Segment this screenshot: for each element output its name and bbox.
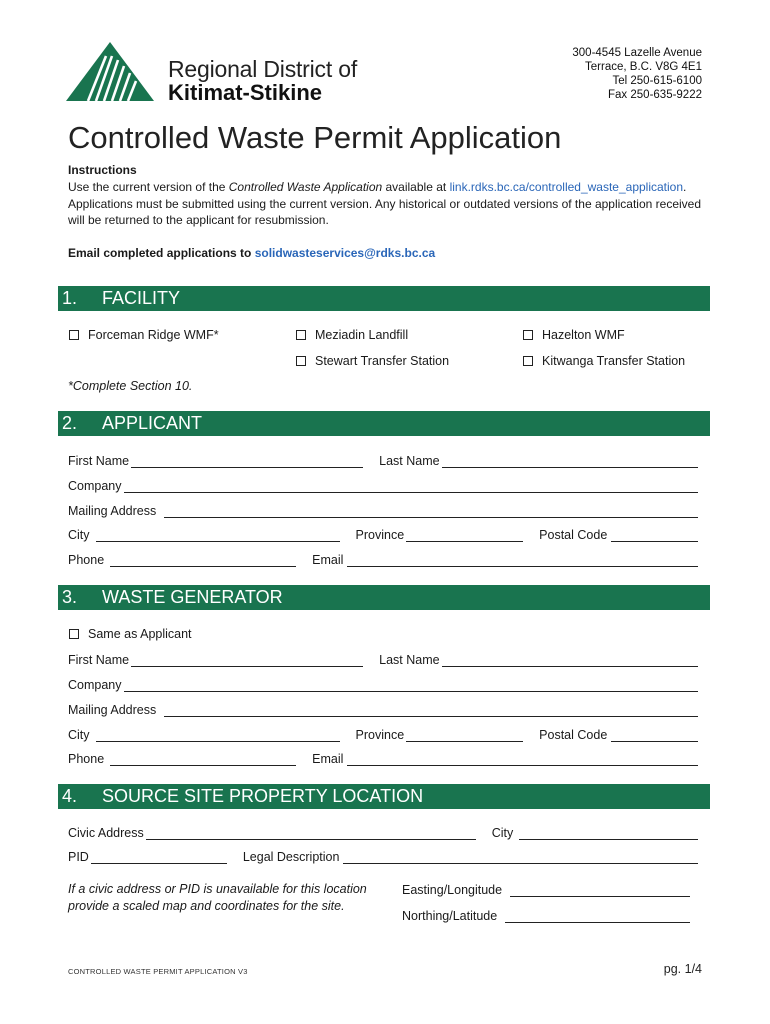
mailing-address-label: Mailing Address: [68, 703, 157, 717]
checkbox-icon[interactable]: [523, 356, 533, 366]
applicant-city-row: [68, 526, 698, 542]
city-field[interactable]: [96, 529, 340, 542]
first-name-field[interactable]: [131, 455, 363, 468]
legal-description-label: Legal Description: [242, 850, 340, 864]
section-title: WASTE GENERATOR: [102, 587, 283, 607]
page-number: pg. 1/4: [663, 962, 702, 976]
easting-label: Easting/Longitude: [402, 883, 503, 897]
northing-field[interactable]: [505, 910, 690, 923]
email-instruction: [68, 246, 435, 260]
phone-label: Phone: [68, 752, 105, 766]
city-field[interactable]: [96, 729, 340, 742]
applicant-name-row: [68, 452, 698, 468]
email-label: Email: [312, 752, 344, 766]
checkbox-icon[interactable]: [296, 330, 306, 340]
phone-field[interactable]: [110, 753, 296, 766]
first-name-field[interactable]: [131, 654, 363, 667]
postal-code-label: Postal Code: [539, 728, 608, 742]
city-label: City: [68, 728, 90, 742]
checkbox-icon[interactable]: [523, 330, 533, 340]
city-label: City: [68, 528, 90, 542]
company-field[interactable]: [124, 679, 699, 692]
checkbox-label: Stewart Transfer Station: [315, 354, 450, 368]
first-name-label: First Name: [68, 454, 130, 468]
contact-address: [572, 46, 702, 102]
applicant-phone-row: [68, 551, 698, 567]
instructions-heading: Instructions: [68, 163, 137, 177]
northing-label: Northing/Latitude: [402, 909, 498, 923]
city-label: City: [491, 826, 514, 840]
instructions-text: [68, 179, 708, 229]
phone-label: Phone: [68, 553, 105, 567]
checkbox-label: Kitwanga Transfer Station: [542, 354, 686, 368]
section-number: 1.: [62, 288, 78, 308]
email-field[interactable]: [347, 753, 698, 766]
instr-doc-name: Controlled Waste Application: [228, 180, 383, 194]
checkbox-kitwanga[interactable]: [522, 354, 685, 368]
generator-company-row: [68, 676, 698, 692]
instr-text: . Applications must be submitted using the current version. Any historical or outdated versions of the application received will be returned to the applicant for resubmission.: [68, 180, 702, 227]
first-name-label: First Name: [68, 653, 130, 667]
facility-note: *Complete Section 10.: [68, 379, 193, 393]
instr-text: available at: [382, 180, 450, 194]
generator-name-row: [68, 651, 698, 667]
address-line: Terrace, B.C. V8G 4E1: [585, 61, 702, 73]
civic-address-label: Civic Address: [68, 826, 144, 840]
instr-text: Use the current version of the: [68, 180, 229, 194]
last-name-field[interactable]: [442, 654, 698, 667]
checkbox-icon[interactable]: [296, 356, 306, 366]
civic-address-row: [68, 824, 698, 840]
section-header-waste-generator: [58, 585, 710, 610]
checkbox-label: Forceman Ridge WMF*: [88, 328, 219, 342]
org-name-line2: Kitimat-Stikine: [168, 80, 323, 105]
location-note-line2: provide a scaled map and coordinates for the site.: [68, 899, 345, 913]
last-name-label: Last Name: [379, 454, 440, 468]
company-label: Company: [68, 479, 122, 493]
generator-city-row: [68, 726, 698, 742]
civic-address-field[interactable]: [146, 827, 476, 840]
org-name-line1: Regional District of: [168, 56, 358, 82]
email-label: Email completed applications to: [68, 246, 255, 260]
checkbox-hazelton[interactable]: [522, 328, 625, 342]
section-number: 4.: [62, 786, 78, 806]
section-title: FACILITY: [102, 288, 181, 308]
checkbox-icon[interactable]: [69, 629, 79, 639]
province-label: Province: [355, 728, 405, 742]
postal-code-label: Postal Code: [539, 528, 608, 542]
email-link[interactable]: solidwasteservices@rdks.bc.ca: [254, 246, 436, 260]
generator-mailing-row: [68, 701, 698, 717]
checkbox-label: Same as Applicant: [88, 627, 192, 641]
company-field[interactable]: [124, 480, 699, 493]
mailing-address-field[interactable]: [164, 505, 698, 518]
mailing-address-field[interactable]: [164, 704, 698, 717]
section-header-facility: [58, 286, 710, 311]
section-title: SOURCE SITE PROPERTY LOCATION: [102, 786, 424, 806]
checkbox-stewart[interactable]: [295, 354, 449, 368]
applicant-mailing-row: [68, 502, 698, 518]
province-label: Province: [355, 528, 405, 542]
address-fax: Fax 250-635-9222: [608, 89, 702, 101]
address-phone: Tel 250-615-6100: [612, 75, 702, 87]
last-name-label: Last Name: [379, 653, 440, 667]
address-line: 300-4545 Lazelle Avenue: [572, 47, 702, 59]
section-header-source-site: [58, 784, 710, 809]
application-link[interactable]: link.rdks.bc.ca/controlled_waste_application: [449, 180, 684, 194]
pid-field[interactable]: [91, 851, 227, 864]
location-note-line1: If a civic address or PID is unavailable for this location: [68, 882, 367, 896]
easting-field[interactable]: [510, 884, 690, 897]
company-label: Company: [68, 678, 122, 692]
province-field[interactable]: [406, 529, 523, 542]
legal-description-field[interactable]: [343, 851, 698, 864]
footer-doc-id: CONTROLLED WASTE PERMIT APPLICATION V3: [68, 967, 248, 976]
phone-field[interactable]: [110, 554, 296, 567]
postal-code-field[interactable]: [611, 529, 698, 542]
page-title: Controlled Waste Permit Application: [68, 120, 562, 155]
applicant-company-row: [68, 477, 698, 493]
mailing-address-label: Mailing Address: [68, 504, 157, 518]
section-title: APPLICANT: [102, 413, 203, 433]
checkbox-forceman-ridge[interactable]: [68, 328, 219, 342]
northing-row: [402, 907, 690, 923]
city-field[interactable]: [519, 827, 698, 840]
checkbox-same-as-applicant[interactable]: [68, 627, 192, 641]
postal-code-field[interactable]: [611, 729, 698, 742]
province-field[interactable]: [406, 729, 523, 742]
checkbox-label: Hazelton WMF: [542, 328, 625, 342]
email-label: Email: [312, 553, 344, 567]
generator-phone-row: [68, 750, 698, 766]
section-number: 2.: [62, 413, 78, 433]
checkbox-icon[interactable]: [69, 330, 79, 340]
rdks-logo: [66, 42, 158, 102]
pid-label: PID: [68, 850, 89, 864]
checkbox-label: Meziadin Landfill: [315, 328, 409, 342]
section-header-applicant: [58, 411, 710, 436]
last-name-field[interactable]: [442, 455, 698, 468]
checkbox-meziadin[interactable]: [295, 328, 408, 342]
section-number: 3.: [62, 587, 78, 607]
easting-row: [402, 881, 690, 897]
email-field[interactable]: [347, 554, 698, 567]
pid-row: [68, 848, 698, 864]
